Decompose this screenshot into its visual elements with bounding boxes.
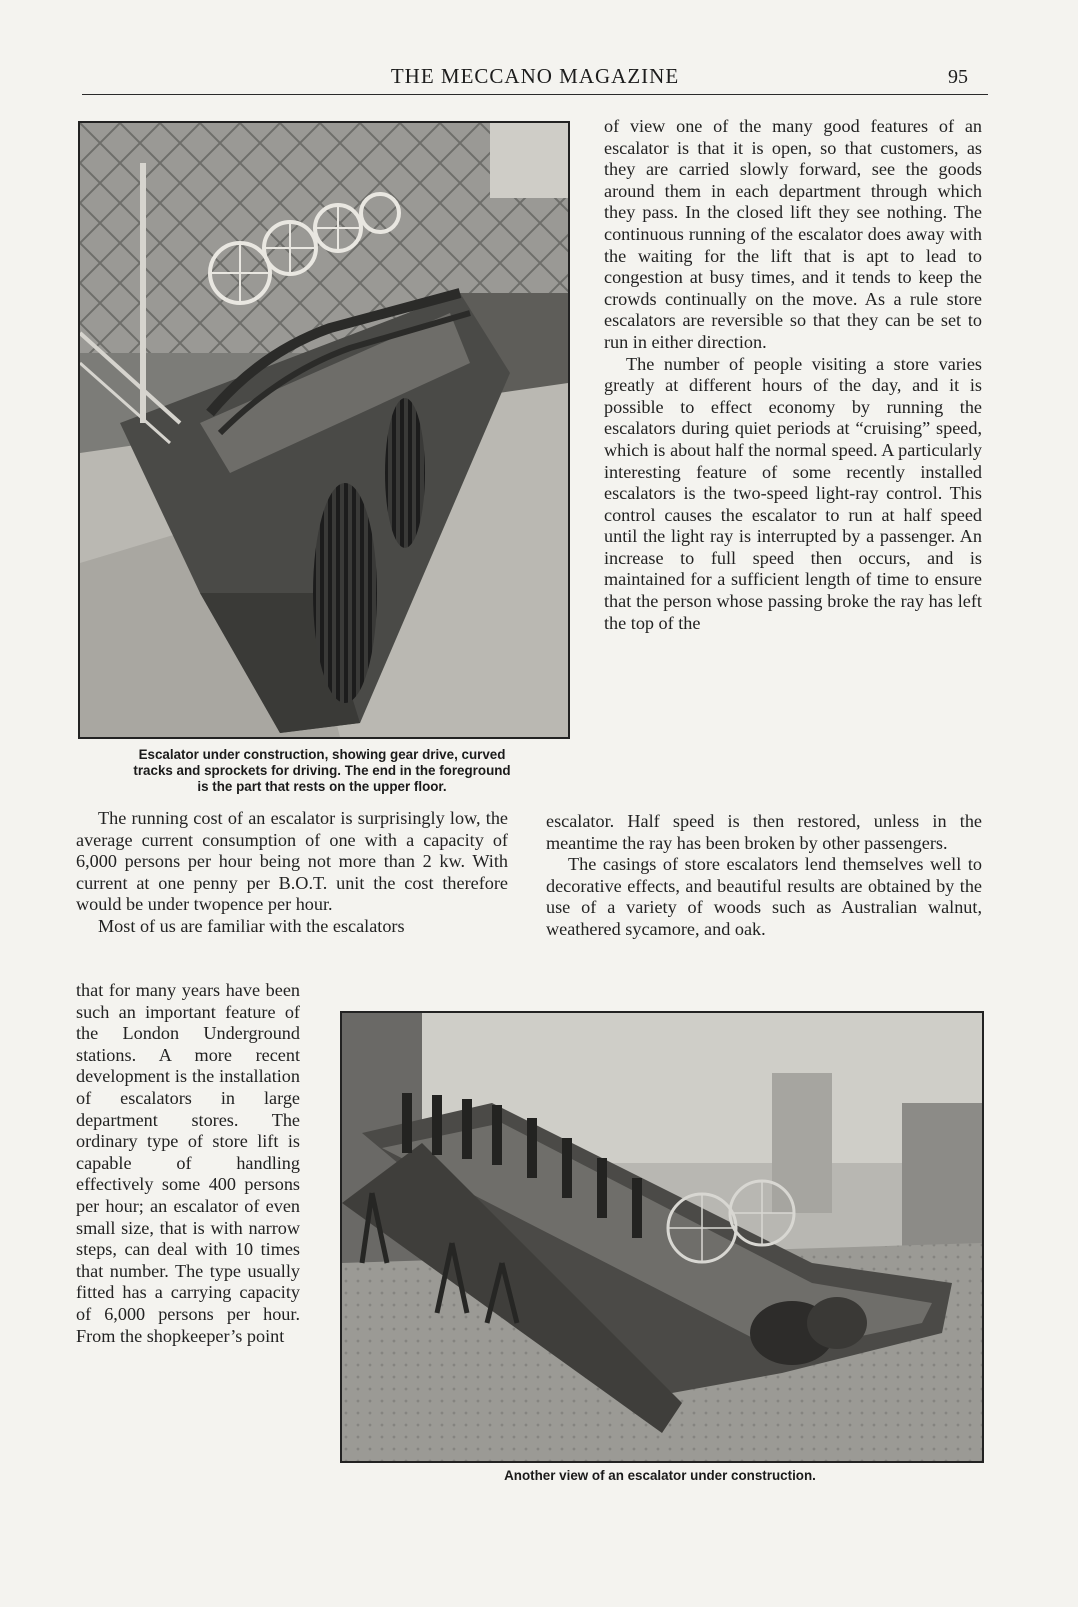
- photo-escalator-workshop: [340, 1011, 984, 1463]
- page-number: 95: [948, 66, 968, 88]
- paragraph: The running cost of an escalator is surprisingly low, the average current consumption of one with a capacity of 6,000 persons per hour being not more than 2 kw. With current at one penny per B.O.T. unit the cost therefore would be under twopence per hour.: [76, 808, 508, 915]
- narrow-column: [76, 980, 300, 1347]
- paragraph: Most of us are familiar with the escalators: [98, 915, 405, 936]
- paragraph: of view one of the many good features of an escalator is that it is open, so that customers, as they are carried slowly forward, see the goods around them in each department through which they pass. In the closed lift they see nothing. The continuous running of the escalator does away with the waiting for the lift that is apt to lead to congestion at busy times, and it tends to keep the crowds continually on the move. As a rule store escalators are reversible so that they can be set to run in either direction.: [604, 116, 982, 352]
- bottom-photo-caption: Another view of an escalator under construction.: [504, 1468, 816, 1483]
- top-photo-caption: [74, 747, 570, 795]
- paragraph: The number of people visiting a store varies greatly at different hours of the day, and it is possible to effect economy by running the escalators during quiet periods at “cruising” speed, which is about half the normal speed. A particularly interesting feature of some recently installed escalators is the two-speed light-ray control. This control causes the escalator to run at half speed until the light ray is interrupted by a passenger. An increase to full speed then occurs, and is maintained for a sufficient length of time to ensure that the person whose passing broke the ray has left the top of the: [604, 353, 982, 633]
- paragraph: escalator. Half speed is then restored, unless in the meantime the ray has been broken by other passengers.: [546, 811, 982, 853]
- caption-line: Escalator under construction, showing gear drive, curved: [138, 747, 506, 762]
- caption-line: tracks and sprockets for driving. The end in the foreground: [133, 763, 511, 778]
- photo-escalator-gear-drive: [78, 121, 570, 739]
- magazine-title: THE MECCANO MAGAZINE: [390, 64, 680, 88]
- paragraph: The casings of store escalators lend themselves well to decorative effects, and beautiful results are obtained by the use of a variety of woods such as Australian walnut, weathered sycamore, and oak.: [546, 854, 982, 939]
- caption-line: is the part that rests on the upper floor.: [197, 779, 447, 794]
- paragraph: that for many years have been such an important feature of the London Underground stations. A more recent development is the installation of escalators in large department stores. The ordinary type of store lift is capable of handling effectively some 400 persons per hour; an escalator of even small size, that is with narrow steps, can deal with 10 times that number. The type usually fitted has a carrying capacity of 6,000 persons per hour. From the shopkeeper’s point: [76, 980, 300, 1346]
- right-column-continued: [546, 811, 982, 941]
- page-header: [82, 62, 988, 95]
- right-column: [604, 116, 982, 634]
- left-column: [76, 808, 508, 938]
